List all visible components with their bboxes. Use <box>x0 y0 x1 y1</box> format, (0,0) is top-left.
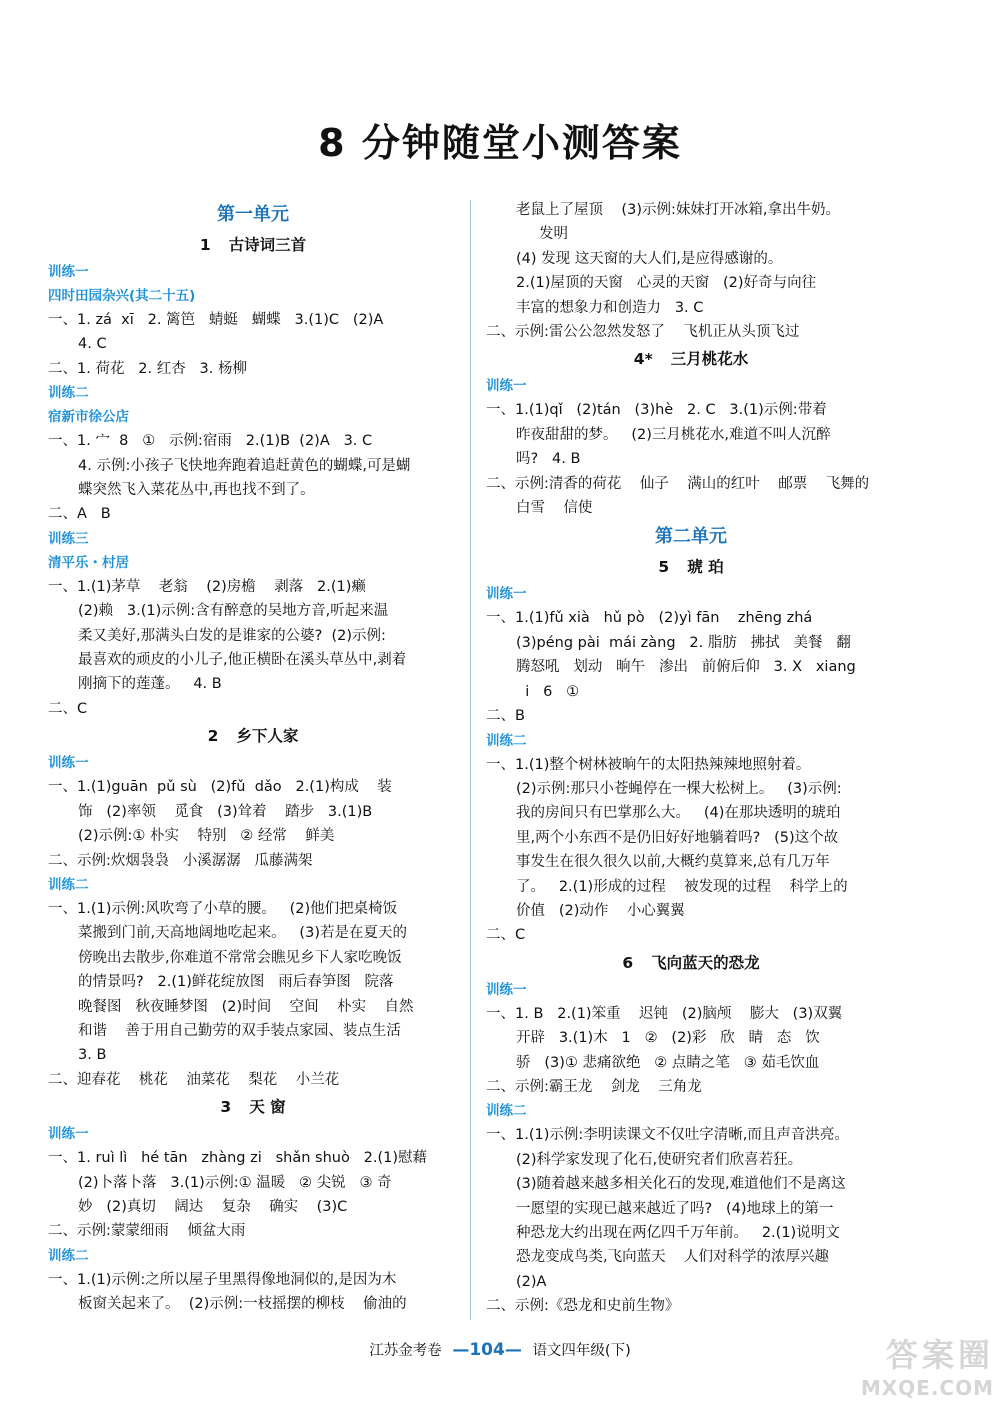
lesson-number: 3 <box>220 1098 232 1117</box>
answer-line: (4) 发现 这天窗的大人们,是应得感谢的。 <box>516 250 783 267</box>
answer-line: 腾怒吼 划动 晌午 渗出 前俯后仰 3. X xiang <box>516 659 856 676</box>
answer-line: 和谐 善于用自己勤劳的双手装点家园、装点生活 <box>78 1022 401 1039</box>
answer-line: 一、1.(1)guān pǔ sù (2)fǔ dǎo 2.(1)构成 装 <box>48 779 392 796</box>
answer-line: 一、1.(1)qǐ (2)tán (3)hè 2. C 3.(1)示例:带着 <box>486 402 827 419</box>
lesson-title: 乡下人家 <box>236 727 299 746</box>
answer-line: 昨夜甜甜的梦。 (2)三月桃花水,难道不叫人沉醉 <box>516 426 831 443</box>
answer-line: 骄 (3)① 悲痛欲绝 ② 点睛之笔 ③ 茹毛饮血 <box>516 1054 820 1071</box>
lesson-title: 古诗词三首 <box>228 236 307 254</box>
lesson-heading <box>48 1092 458 1122</box>
answer-line: 二、C <box>486 927 526 944</box>
answer-line: 发明 <box>516 226 569 243</box>
watermark-url: MXQE.COM <box>860 1376 994 1400</box>
answer-line: 饰 (2)率领 觅食 (3)耸着 踏步 3.(1)B <box>78 803 373 820</box>
answer-line: 二、示例:清香的荷花 仙子 满山的红叶 邮票 飞舞的 <box>486 475 870 492</box>
exercise-heading: 训练二 <box>486 1103 527 1120</box>
lesson-title: 三月桃花水 <box>670 350 749 369</box>
answer-line: 二、迎春花 桃花 油菜花 梨花 小兰花 <box>48 1071 340 1088</box>
lesson-heading <box>486 948 896 978</box>
answer-line: (2)示例:那只小苍蝇停在一棵大松树上。 (3)示例: <box>516 780 842 797</box>
exercise-heading: 训练一 <box>486 981 527 998</box>
answer-line: 一、1. 宀 8 ① 示例:宿雨 2.(1)B (2)A 3. C <box>48 433 373 450</box>
left-column <box>48 198 458 1317</box>
answer-line: 柔又美好,那满头白发的是谁家的公婆? (2)示例: <box>78 627 386 644</box>
exercise-heading: 训练一 <box>486 378 527 395</box>
column-divider <box>470 200 471 1320</box>
answer-line: 二、B <box>486 708 525 725</box>
lesson-heading <box>48 230 458 260</box>
answer-line: (2)赖 3.(1)示例:含有醉意的吴地方音,听起来温 <box>78 603 389 620</box>
answer-line: 我的房间只有巴掌那么大。 (4)在那块透明的琥珀 <box>516 805 841 822</box>
answer-line: 二、示例:炊烟袅袅 小溪潺潺 瓜藤满架 <box>48 852 313 869</box>
lesson-number: 4* <box>633 350 653 369</box>
answer-line: 2.(1)屋顶的天窗 心灵的天窗 (2)好奇与向往 <box>516 275 817 292</box>
answer-line: 了。 2.(1)形成的过程 被发现的过程 科学上的 <box>516 878 848 895</box>
answer-line: 事发生在很久很久以前,大概约莫算来,总有几万年 <box>516 854 830 871</box>
answer-line: 二、示例:《恐龙和史前生物》 <box>486 1298 680 1315</box>
answer-line: (2)示例:① 朴实 特别 ② 经常 鲜美 <box>78 828 335 845</box>
lesson-number: 5 <box>658 558 670 577</box>
exercise-heading: 训练三 <box>48 530 89 547</box>
page-number: —104— <box>452 1340 522 1360</box>
answer-line: 傍晚出去散步,你难道不常常会瞧见乡下人家吃晚饭 <box>78 949 402 966</box>
answer-line: 板窗关起来了。 (2)示例:一枝摇摆的柳枝 偷油的 <box>78 1296 407 1313</box>
answer-line: 一、1.(1)fǔ xià hǔ pò (2)yì fān zhēng zhá <box>486 610 813 627</box>
exercise-heading: 训练二 <box>486 732 527 749</box>
lesson-title: 天 窗 <box>249 1098 286 1117</box>
answer-line: 二、示例:蒙蒙细雨 倾盆大雨 <box>48 1223 246 1240</box>
answer-line: (2)卜落卜落 3.(1)示例:① 温暖 ② 尖锐 ③ 奇 <box>78 1174 392 1191</box>
footer-book-title: 江苏金考卷 <box>369 1343 442 1359</box>
answer-line: 的情景吗? 2.(1)鲜花绽放图 雨后春笋图 院落 <box>78 974 394 991</box>
watermark-logo <box>834 1330 994 1406</box>
lesson-heading <box>486 344 896 374</box>
answer-line: 一、1.(1)整个树林被晌午的太阳热辣辣地照射着。 <box>486 756 811 773</box>
answer-line: 一、1. zá xī 2. 篱笆 蜻蜓 蝴蝶 3.(1)C (2)A <box>48 312 384 328</box>
answer-line: 二、示例:雷公公忽然发怒了 飞机正从头顶飞过 <box>486 324 800 341</box>
lesson-title: 琥 珀 <box>687 558 724 577</box>
answer-line: (3)随着越来越多相关化石的发现,难道他们不是离这 <box>516 1176 846 1193</box>
answer-line: 妙 (2)真切 阔达 复杂 确实 (3)C <box>78 1198 348 1215</box>
answer-line: 二、1. 荷花 2. 红杏 3. 杨柳 <box>48 360 247 377</box>
answer-line: 一、1. B 2.(1)笨重 迟钝 (2)脑颅 膨大 (3)双翼 <box>486 1005 843 1022</box>
lesson-number: 2 <box>207 727 219 746</box>
exercise-heading: 训练一 <box>48 1126 89 1143</box>
answer-line: 二、C <box>48 700 88 717</box>
answer-line: 刚摘下的莲蓬。 4. B <box>78 676 222 693</box>
exercise-heading: 训练二 <box>48 1247 89 1264</box>
answer-line: 白雪 信使 <box>516 500 593 517</box>
unit-heading: 第一单元 <box>217 204 289 225</box>
answer-line: 晚餐图 秋夜睡梦图 (2)时间 空间 朴实 自然 <box>78 998 414 1015</box>
footer-subject: 语文四年级(下) <box>532 1343 631 1359</box>
lesson-heading <box>486 552 896 582</box>
answer-line: 价值 (2)动作 小心翼翼 <box>516 902 685 919</box>
exercise-heading: 训练二 <box>48 876 89 893</box>
lesson-number: 1 <box>199 236 211 254</box>
answer-line: 4. 示例:小孩子飞快地奔跑着追赶黄色的蝴蝶,可是蝴 <box>78 457 411 474</box>
answer-line: 恐龙变成鸟类,飞向蓝天 人们对科学的浓厚兴趣 <box>516 1249 830 1266</box>
answer-line: (2)A <box>516 1273 547 1290</box>
lesson-number: 6 <box>622 953 634 972</box>
exercise-heading: 训练二 <box>48 385 89 402</box>
answer-line: 老鼠上了屋顶 (3)示例:妹妹打开冰箱,拿出牛奶。 <box>516 202 840 218</box>
answer-line: 4. C <box>78 336 107 353</box>
exercise-heading: 训练一 <box>48 755 89 772</box>
answer-line: 开辟 3.(1)木 1 ② (2)彩 欣 睛 态 饮 <box>516 1030 820 1047</box>
answer-line: 菜搬到门前,天高地阔地吃起来。 (3)若是在夏天的 <box>78 925 407 942</box>
answer-line: 一、1.(1)茅草 老翁 (2)房檐 剥落 2.(1)癞 <box>48 578 366 595</box>
answer-line: 一、1.(1)示例:李明读课文不仅吐字清晰,而且声音洪亮。 <box>486 1127 849 1144</box>
answer-line: i 6 ① <box>516 683 580 700</box>
poem-title: 四时田园杂兴(其二十五) <box>48 288 196 304</box>
poem-title: 清平乐・村居 <box>48 554 129 571</box>
answer-line: (2)科学家发现了化石,使研究者们欣喜若狂。 <box>516 1151 803 1168</box>
lesson-title: 飞向蓝天的恐龙 <box>651 953 760 972</box>
answer-line: 最喜欢的顽皮的小儿子,他正横卧在溪头草丛中,剥着 <box>78 652 407 669</box>
answer-line: 一、1.(1)示例:之所以屋子里黑得像地洞似的,是因为木 <box>48 1271 397 1288</box>
exercise-heading: 训练一 <box>486 586 527 603</box>
answer-line: 里,两个小东西不是仍旧好好地躺着吗? (5)这个故 <box>516 829 839 846</box>
answer-line: 蝶突然飞入菜花丛中,再也找不到了。 <box>78 482 315 499</box>
exercise-heading: 训练一 <box>48 264 89 280</box>
answer-line: 种恐龙大约出现在两亿四千万年前。 2.(1)说明文 <box>516 1225 840 1241</box>
answer-line: 3. B <box>78 1047 107 1064</box>
lesson-heading <box>48 721 458 751</box>
poem-title: 宿新市徐公店 <box>48 409 129 426</box>
answer-line: 一、1. ruì lì hé tān zhàng zi shǎn shuò 2.(1)慰藉 <box>48 1150 428 1167</box>
answer-line: 二、示例:霸王龙 剑龙 三角龙 <box>486 1078 702 1095</box>
answer-line: 一、1.(1)示例:风吹弯了小草的腰。 (2)他们把桌椅饭 <box>48 900 398 917</box>
answer-line: 二、A B <box>48 506 111 523</box>
page-title: 8 分钟随堂小测答案 <box>318 121 682 165</box>
unit-heading: 第二单元 <box>655 526 727 548</box>
answer-line: 吗? 4. B <box>516 451 581 468</box>
answer-line: 丰富的想象力和创造力 3. C <box>516 299 704 316</box>
watermark-title: 答案圈 <box>885 1336 994 1374</box>
answer-line: 一愿望的实现已越来越近了吗? (4)地球上的第一 <box>516 1200 834 1217</box>
answer-line: (3)péng pài mái zàng 2. 脂肪 拂拭 美餐 翻 <box>516 634 851 651</box>
right-column <box>486 198 896 1319</box>
